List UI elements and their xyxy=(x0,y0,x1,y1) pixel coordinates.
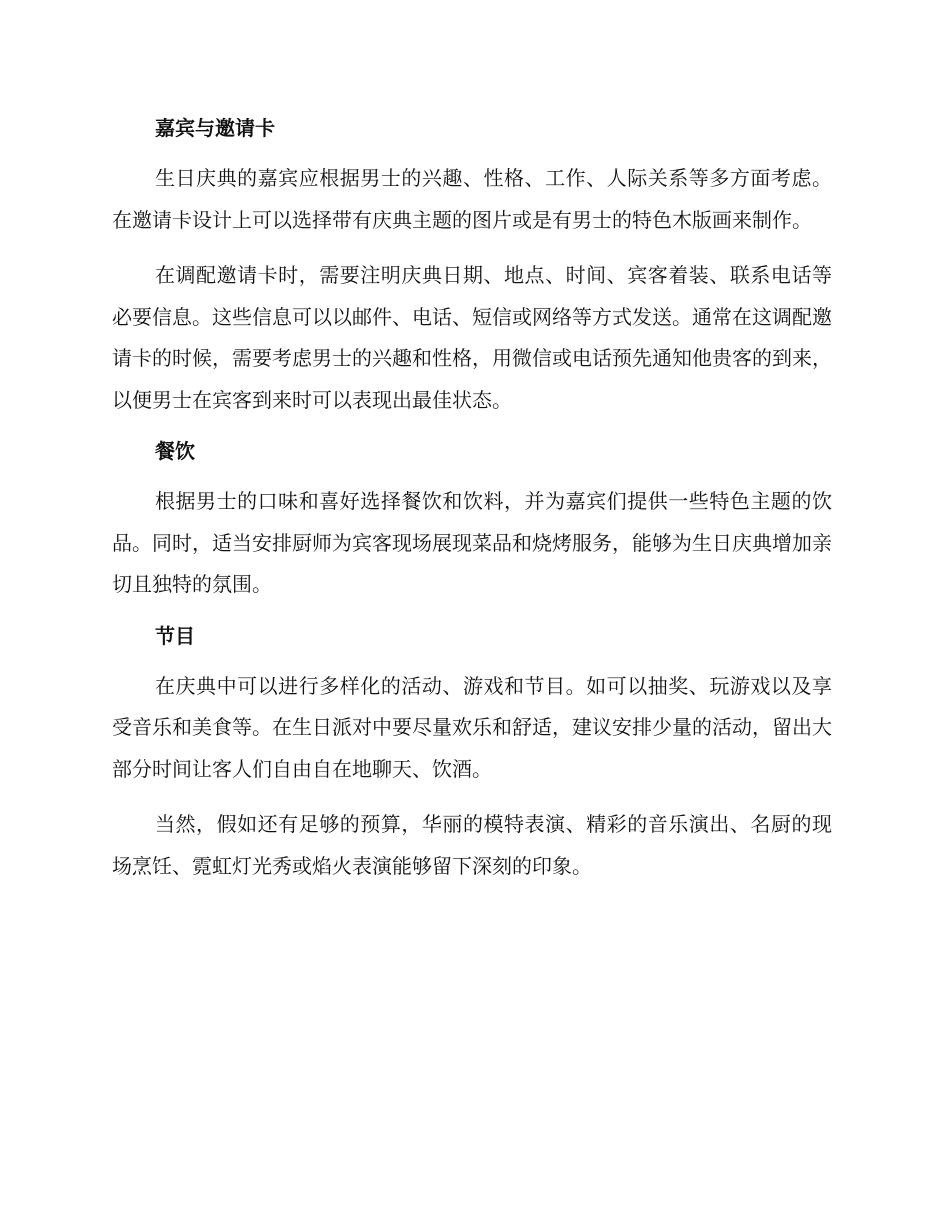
section-heading-catering: 餐饮 xyxy=(155,439,195,463)
paragraph-guests-1: 生日庆典的嘉宾应根据男士的兴趣、性格、工作、人际关系等多方面考虑。在邀请卡设计上可以选择带有庆典主题的图片或是有男士的特色木版画来制作。 xyxy=(112,166,832,232)
section-heading-program: 节目 xyxy=(155,623,195,648)
section-heading-guests-invitations: 嘉宾与邀请卡 xyxy=(155,116,275,140)
paragraph-catering-1: 根据男士的口味和喜好选择餐饮和饮料，并为嘉宾们提供一些特色主题的饮品。同时，适当安排厨师为宾客现场展现菜品和烧烤服务，能够为生日庆典增加亲切且独特的氛围。 xyxy=(112,489,832,596)
document-page xyxy=(112,112,832,901)
paragraph-program-1: 在庆典中可以进行多样化的活动、游戏和节目。如可以抽奖、玩游戏以及享受音乐和美食等。在生日派对中要尽量欢乐和舒适，建议安排少量的活动，留出大部分时间让客人们自由自在地聊天、饮酒。 xyxy=(112,673,832,781)
paragraph-guests-2: 在调配邀请卡时，需要注明庆典日期、地点、时间、宾客着装、联系电话等必要信息。这些信息可以以邮件、电话、短信或网络等方式发送。通常在这调配邀请卡的时候，需要考虑男士的兴趣和性格，用微信或电话预先通知他贵客的到来，以便男士在宾客到来时可以表现出最佳状态。 xyxy=(112,263,832,412)
paragraph-program-2: 当然，假如还有足够的预算，华丽的模特表演、精彩的音乐演出、名厨的现场烹饪、霓虹灯光秀或焰火表演能够留下深刻的印象。 xyxy=(112,812,832,878)
